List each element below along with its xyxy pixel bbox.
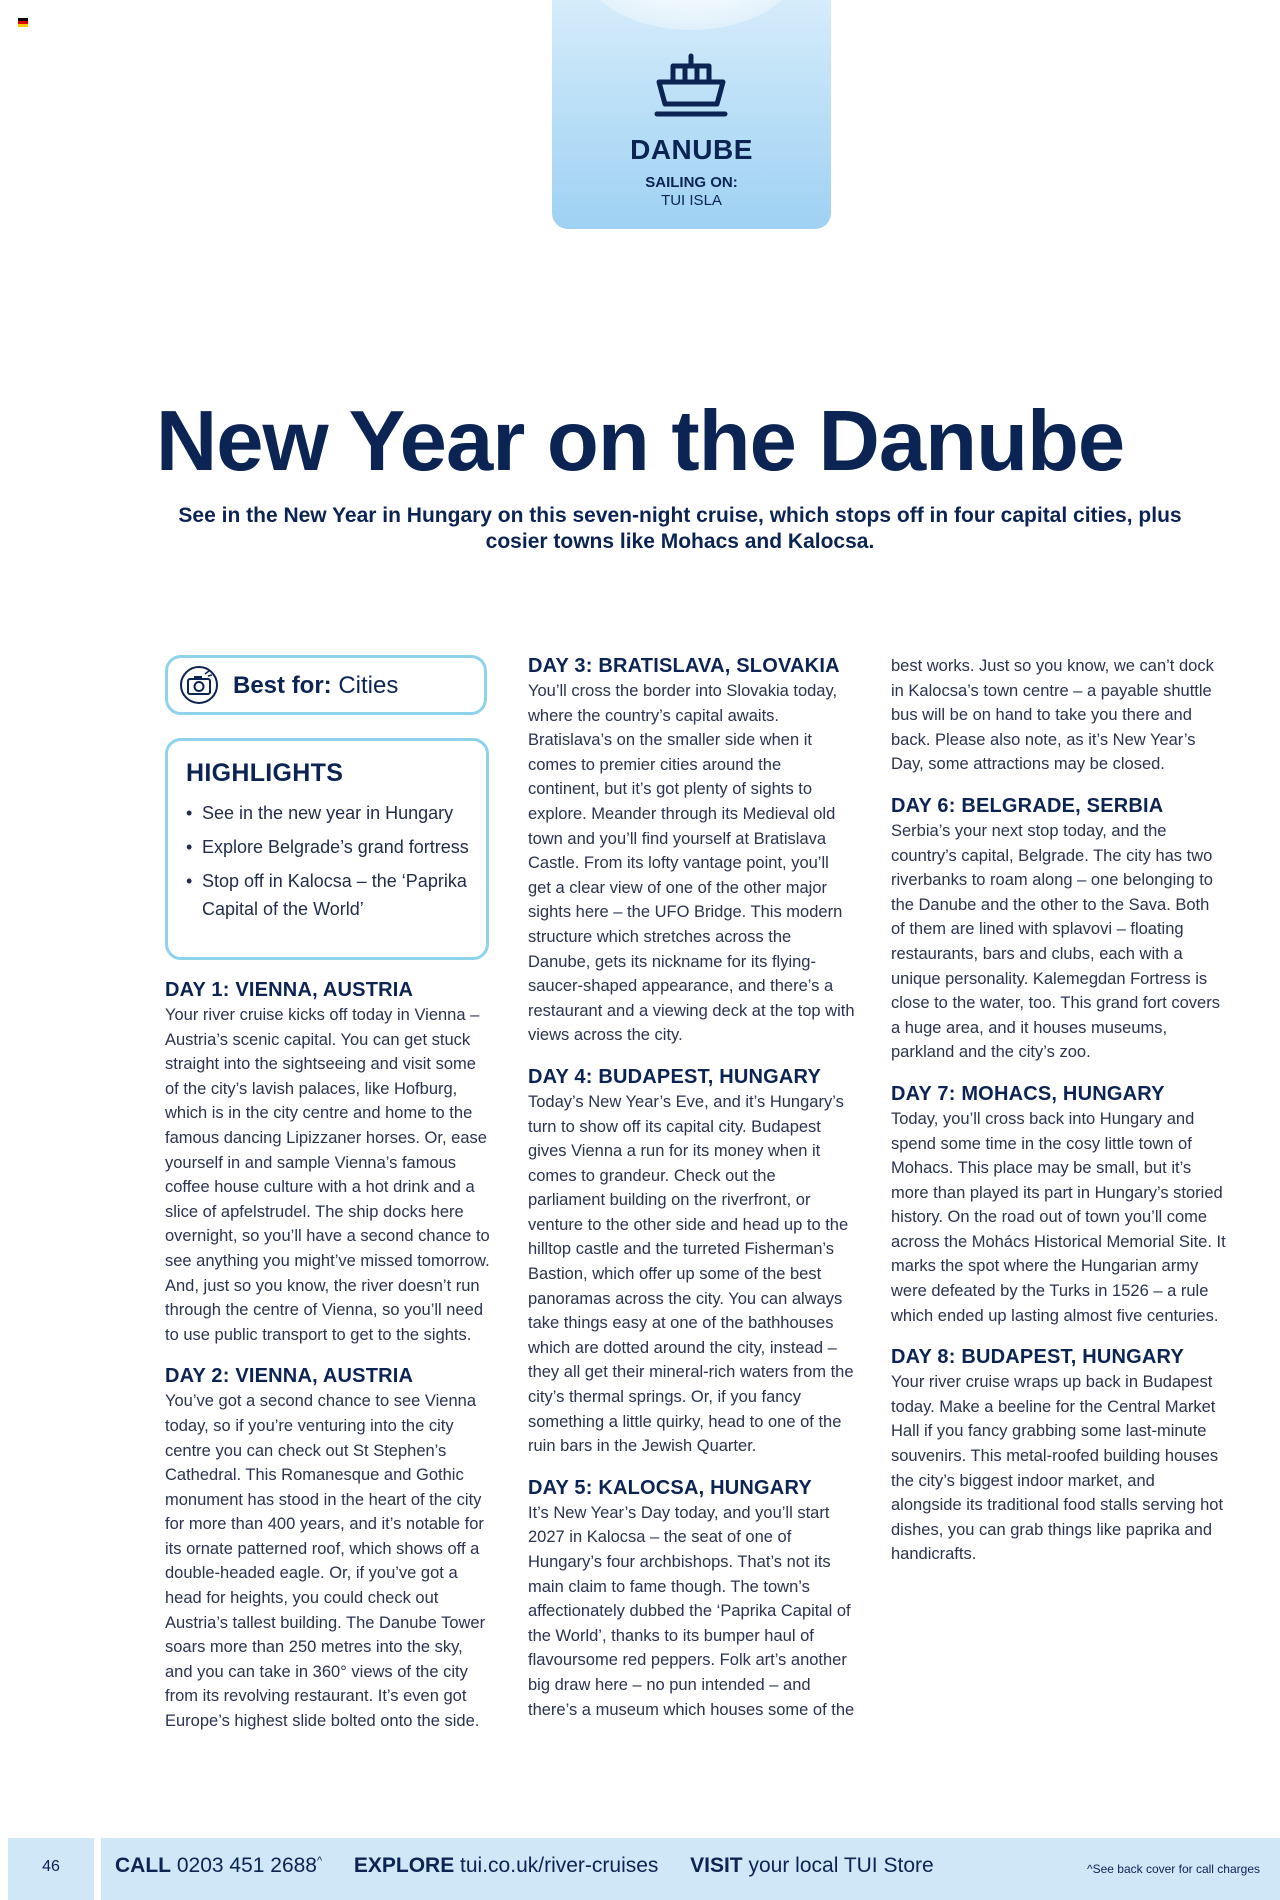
day-title: DAY 1: VIENNA, AUSTRIA [165,979,414,1001]
day-text-continued: best works. Just so you know, we can’t dock in Kalocsa’s town centre – a payable shuttle bus will be on hand to take you there and back. Please also note, as it’s New Year’s Day, some attractions may be closed. [891,657,1214,774]
day-text: You’ll cross the border into Slovakia today, where the country’s capital awaits. Bratislava’s on the smaller side when it comes to premier cities around the continent, but it’s got plenty of sights to explore. Meander through its Medieval old town and you’ll find yourself at Bratislava Castle. From its lofty vantage point, you’ll get a clear view of one of the other major sights here – the UFO Bridge. This modern structure which stretches across the Danube, gets its nickname for its flying-saucer-shaped appearance, and there’s a restaurant and a viewing deck at the top with views across the city. [528,682,855,1045]
footer-bar [101,1838,1280,1900]
day-title: DAY 4: BUDAPEST, HUNGARY [528,1065,822,1088]
page-title: New Year on the Danube [155,394,1125,489]
column-2 [528,653,855,1738]
highlight-item: • Stop off in Kalocsa – the ‘Paprika Capital of the World’ [186,867,486,923]
visit-label: VISIT [690,1854,743,1877]
day-text: It’s New Year’s Day today, and you’ll start 2027 in Kalocsa – the seat of one of Hungary’s four archbishops. That’s not its main claim to fame though. The town’s affectionately dubbed the ‘Paprika Capital of the World’, thanks to its bumper haul of flavoursome red peppers. Folk art’s another big draw here – no pun intended – and there’s a museum which houses some of the [528,1503,855,1719]
flag-icon [18,18,28,27]
day-title: DAY 8: BUDAPEST, HUNGARY [891,1346,1185,1369]
ship-icon [651,52,731,120]
day-title: DAY 2: VIENNA, AUSTRIA [165,1365,414,1388]
page-number: 46 [42,1858,60,1875]
column-3 [891,654,1227,1583]
sailing-label: SAILING ON: [645,174,738,191]
highlights-list [186,799,486,929]
highlight-item: • See in the new year in Hungary [186,799,486,827]
highlight-item: • Explore Belgrade’s grand fortress [186,833,486,861]
day-text: Today, you’ll cross back into Hungary and spend some time in the cosy little town of Mohacs. This place may be small, but it’s more than played its part in Hungary’s storied history. On the road out of town you’ll come across the Mohács Historical Memorial Site. It marks the spot where the Hungarian army were defeated by the Turks in 1526 – a rule which ended up lasting almost five centuries. [891,1109,1226,1325]
best-for-label: Best for: [233,672,332,699]
day-title: DAY 6: BELGRADE, SERBIA [891,794,1164,817]
call-number[interactable]: 0203 451 2688 [176,1854,317,1877]
intro-text: See in the New Year in Hungary on this seven-night cruise, which stops off in four capital cities, plus cosier towns like Mohacs and Kalocsa. [178,504,1182,553]
day-title: DAY 7: MOHACS, HUNGARY [891,1082,1165,1105]
tag-title: DANUBE [630,134,753,165]
best-for-value: Cities [338,672,399,699]
page-number-box [8,1838,94,1900]
explore-link[interactable]: tui.co.uk/river-cruises [460,1854,659,1877]
day-text: Serbia’s your next stop today, and the country’s capital, Belgrade. The city has two riverbanks to roam along – one belonging to the Danube and the other to the Sava. Both of them are lined with splavovi – floating restaurants, bars and clubs, each with a unique personality. Kalemegdan Fortress is close to the water, too. This grand fort covers a huge area, and it houses museums, parkland and the city’s zoo. [891,821,1220,1062]
highlights-title: HIGHLIGHTS [186,759,344,787]
column-1 [165,977,494,1750]
day-text: Your river cruise wraps up back in Budapest today. Make a beeline for the Central Market Hall if you fancy grabbing some last-minute souvenirs. This metal-roofed building houses the city’s biggest indoor market, and alongside its traditional food stalls serving hot dishes, you can grab things like paprika and handicrafts. [891,1373,1224,1564]
explore-label: EXPLORE [353,1854,455,1877]
day-text: Today’s New Year’s Eve, and it’s Hungary’s turn to show off its capital city. Budapest gives Vienna a run for its money when it comes to grandeur. Check out the parliament building on the riverfront, or venture to the other side and head up to the hilltop castle and the turreted Fisherman’s Bastion, which offer up some of the best panoramas across the city. You can always take things easy at one of the bathhouses which are dotted around the city, instead – they all get their mineral-rich waters from the city’s thermal springs. Or, if you fancy something a little quirky, head to one of the ruin bars in the Jewish Quarter. [528,1092,854,1456]
day-title: DAY 5: KALOCSA, HUNGARY [528,1476,812,1499]
ship-name: TUI ISLA [661,192,722,209]
camera-icon [179,665,219,705]
highlights-box [165,738,489,960]
best-for-box [165,655,487,715]
call-charges-note: ^See back cover for call charges [1086,1862,1260,1876]
destination-tag [552,0,831,229]
call-mark: ^ [316,1855,323,1867]
day-title: DAY 3: BRATISLAVA, SLOVAKIA [528,655,840,677]
day-text: You’ve got a second chance to see Vienna today, so if you’re venturing into the city centre you can check out St Stephen’s Cathedral. This Romanesque and Gothic monument has stood in the heart of the city for more than 400 years, and it’s notable for its ornate patterned roof, which shows off a double-headed eagle. Or, if you’ve got a head for heights, you could check out Austria’s tallest building. The Danube Tower soars more than 250 metres into the sky, and you can take in 360° views of the city from its revolving restaurant. It’s even got Europe’s highest slide bolted onto the side. [165,1392,486,1731]
visit-text: your local TUI Store [748,1854,934,1877]
day-text: Your river cruise kicks off today in Vienna – Austria’s scenic capital. You can get stuck straight into the sightseeing and visit some of the city’s lavish palaces, like Hofburg, which is in the city centre and home to the famous dancing Lipizzaner horses. Or, ease yourself in and sample Vienna’s famous coffee house culture with a hot drink and a slice of apfelstrudel. The ship docks here overnight, so you’ll have a second chance to see anything you might’ve missed tomorrow. And, just so you know, the river doesn’t run through the centre of Vienna, so you’ll need to use public transport to get to the sights. [165,1006,490,1344]
call-label: CALL [115,1854,171,1877]
